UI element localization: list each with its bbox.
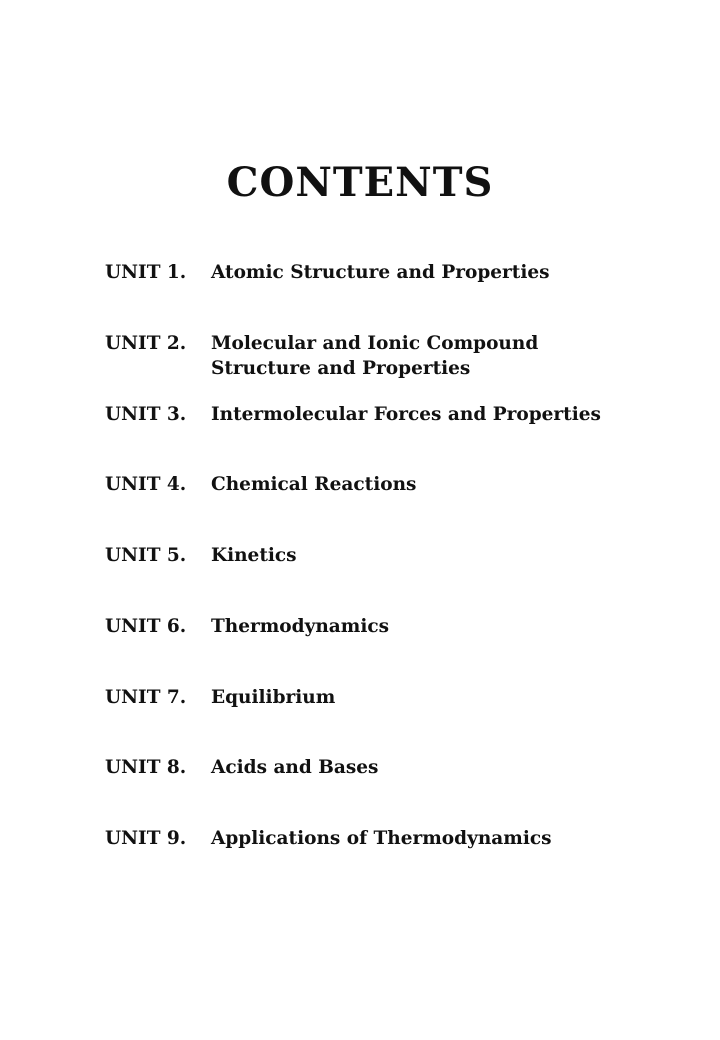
toc-entry-unit-6 xyxy=(105,614,665,639)
unit-title xyxy=(211,755,665,780)
unit-title xyxy=(211,685,665,710)
unit-number: UNIT 4. xyxy=(105,474,187,495)
unit-number: UNIT 2. xyxy=(105,333,187,354)
unit-title-line: Kinetics xyxy=(211,545,297,566)
unit-number: UNIT 1. xyxy=(105,262,187,283)
unit-title xyxy=(211,543,665,568)
unit-title-line: Chemical Reactions xyxy=(211,474,417,495)
toc-entry-unit-1 xyxy=(105,260,665,285)
unit-title-line: Applications of Thermodynamics xyxy=(211,828,552,849)
toc-entry-unit-5 xyxy=(105,543,665,568)
unit-title-line: Molecular and Ionic Compound xyxy=(211,333,539,354)
unit-title-line: Atomic Structure and Properties xyxy=(211,262,550,283)
unit-title xyxy=(211,826,665,851)
unit-title xyxy=(211,331,665,381)
unit-title xyxy=(211,472,665,497)
unit-title-line: Thermodynamics xyxy=(211,616,390,637)
unit-number: UNIT 3. xyxy=(105,404,187,425)
unit-number: UNIT 8. xyxy=(105,757,187,778)
toc-entry-unit-8 xyxy=(105,755,665,780)
page-title: CONTENTS xyxy=(226,159,494,206)
unit-number: UNIT 6. xyxy=(105,616,187,637)
unit-title-line: Intermolecular Forces and Properties xyxy=(211,404,601,425)
toc-entry-unit-9 xyxy=(105,826,665,851)
unit-number: UNIT 9. xyxy=(105,828,187,849)
toc-entry-unit-7 xyxy=(105,685,665,710)
toc-entry-unit-4 xyxy=(105,472,665,497)
unit-title-line: Acids and Bases xyxy=(211,757,379,778)
unit-title-line: Equilibrium xyxy=(211,687,336,708)
toc-entry-unit-2 xyxy=(105,331,665,381)
unit-title xyxy=(211,260,665,285)
unit-title xyxy=(211,402,665,427)
toc-entry-unit-3 xyxy=(105,402,665,427)
unit-number: UNIT 7. xyxy=(105,687,187,708)
unit-number: UNIT 5. xyxy=(105,545,187,566)
unit-title xyxy=(211,614,665,639)
unit-title-line: Structure and Properties xyxy=(211,358,471,379)
